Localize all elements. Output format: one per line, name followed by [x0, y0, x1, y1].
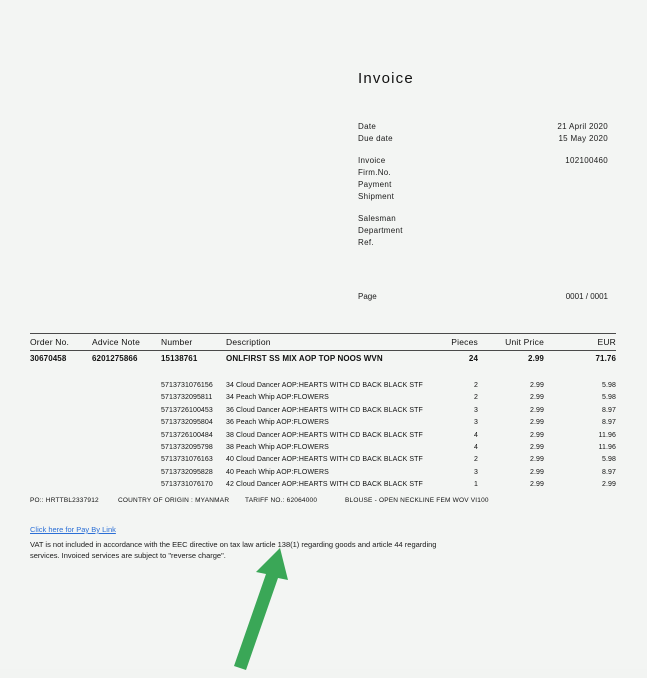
header-eur: EUR: [597, 337, 616, 347]
pay-by-link-link[interactable]: Click here for Pay By Link: [30, 525, 116, 534]
page-number-value: 0001 / 0001: [565, 292, 608, 301]
footer-tariff-no: TARIFF NO.: 62064000: [245, 496, 318, 504]
meta-row-salesman: [358, 213, 608, 225]
cell-description: 34 Cloud Dancer AOP:HEARTS WITH CD BACK BLACK STF: [226, 382, 423, 389]
cell-pieces: 4: [474, 443, 478, 451]
cell-number: 5713726100453: [161, 406, 213, 414]
cell-description: 40 Cloud Dancer AOP:HEARTS WITH CD BACK BLACK STF: [226, 456, 423, 464]
header-unit-price: Unit Price: [505, 337, 544, 347]
table-header-row: [30, 334, 616, 350]
cell-unit-price: 2.99: [529, 394, 544, 402]
cell-pieces: 3: [474, 419, 478, 427]
meta-label-due-date: Due date: [358, 134, 393, 143]
meta-label-date: Date: [358, 122, 377, 131]
cell-unit-price: 2.99: [529, 382, 544, 389]
cell-eur: 8.97: [601, 468, 616, 476]
meta-row-department: [358, 225, 608, 237]
page-number-label: Page: [358, 292, 377, 301]
meta-row-ref: [358, 237, 608, 249]
meta-row-invoice: [358, 155, 608, 167]
meta-row-due-date: [358, 133, 608, 145]
invoice-meta-block: [358, 121, 608, 249]
cell-unit-price: 2.99: [529, 468, 544, 476]
meta-spacer-2: [358, 203, 608, 213]
cell-number: 5713732095804: [161, 419, 213, 427]
cell-eur: 8.97: [601, 406, 616, 414]
cell-description: 38 Cloud Dancer AOP:HEARTS WITH CD BACK BLACK STF: [226, 431, 423, 439]
cell-description: 34 Peach Whip AOP:FLOWERS: [226, 394, 329, 402]
cell-pieces: 3: [474, 406, 478, 414]
cell-number: 5713732095811: [161, 394, 213, 402]
cell-eur: 2.99: [601, 481, 616, 489]
meta-spacer-1: [358, 145, 608, 155]
cell-pieces: 24: [468, 354, 478, 363]
table-row: [30, 430, 616, 442]
cell-description: 42 Cloud Dancer AOP:HEARTS WITH CD BACK BLACK STF: [226, 481, 423, 489]
cell-eur: 11.96: [598, 431, 616, 439]
cell-number: 5713731076156: [161, 382, 213, 389]
page-number-row: [358, 292, 608, 304]
page-title: Invoice: [358, 70, 414, 87]
footer-product-description: BLOUSE - OPEN NECKLINE FEM WOV VI100: [345, 496, 489, 504]
annotation-arrow: [160, 548, 300, 678]
meta-label-shipment: Shipment: [358, 192, 395, 201]
table-row: [30, 479, 616, 491]
footer-country-of-origin: COUNTRY OF ORIGIN : MYANMAR: [118, 496, 230, 504]
cell-unit-price: 2.99: [529, 456, 544, 464]
cell-unit-price: 2.99: [529, 419, 544, 427]
cell-unit-price: 2.99: [529, 406, 544, 414]
cell-pieces: 3: [474, 468, 478, 476]
cell-pieces: 2: [474, 456, 478, 464]
meta-label-firm-no: Firm.No.: [358, 168, 392, 177]
table-row: [30, 351, 616, 366]
cell-unit-price: 2.99: [529, 443, 544, 451]
table-row: [30, 380, 616, 392]
meta-value-due-date: 15 May 2020: [558, 134, 608, 143]
cell-number: 5713731076163: [161, 456, 213, 464]
cell-eur: 8.97: [601, 419, 616, 427]
cell-pieces: 2: [474, 382, 478, 389]
cell-description: ONLFIRST SS MIX AOP TOP NOOS WVN: [226, 354, 383, 363]
invoice-footer-text: [30, 524, 450, 562]
meta-row-shipment: [358, 191, 608, 203]
table-row: [30, 467, 616, 479]
table-row: [30, 442, 616, 454]
header-number: Number: [161, 337, 193, 347]
cell-eur: 71.76: [595, 354, 616, 363]
cell-eur: 5.98: [601, 382, 616, 389]
header-description: Description: [226, 337, 271, 347]
cell-number: 5713726100484: [161, 431, 213, 439]
cell-description: 40 Peach Whip AOP:FLOWERS: [226, 468, 329, 476]
cell-number: 5713732095798: [161, 443, 213, 451]
meta-label-payment: Payment: [358, 180, 392, 189]
meta-label-invoice: Invoice: [358, 156, 386, 165]
cell-unit-price: 2.99: [529, 481, 544, 489]
meta-row-firm-no: [358, 167, 608, 179]
vat-note: VAT is not included in accordance with the EEC directive on tax law article 138(1) regarding goods and article 44 regarding services. Invoiced services are subject to "reverse charge".: [30, 539, 437, 560]
cell-eur: 5.98: [601, 456, 616, 464]
meta-label-department: Department: [358, 226, 403, 235]
cell-pieces: 2: [474, 394, 478, 402]
header-order-no: Order No.: [30, 337, 70, 347]
meta-label-salesman: Salesman: [358, 214, 396, 223]
table-row: [30, 417, 616, 429]
meta-value-invoice: 102100460: [565, 156, 608, 165]
cell-order-no: 30670458: [30, 354, 67, 363]
footer-po: PO:: HRTTBL2337912: [30, 496, 99, 504]
cell-pieces: 1: [474, 481, 478, 489]
table-footer-note: [30, 495, 616, 507]
cell-description: 36 Peach Whip AOP:FLOWERS: [226, 419, 329, 427]
cell-number: 5713732095828: [161, 468, 213, 476]
header-pieces: Pieces: [451, 337, 478, 347]
table-row: [30, 392, 616, 404]
cell-eur: 11.96: [598, 443, 616, 451]
header-advice-note: Advice Note: [92, 337, 141, 347]
meta-value-date: 21 April 2020: [557, 122, 608, 131]
meta-label-ref: Ref.: [358, 238, 374, 247]
cell-unit-price: 2.99: [528, 354, 544, 363]
table-row: [30, 405, 616, 417]
cell-number: 5713731076170: [161, 481, 213, 489]
cell-pieces: 4: [474, 431, 478, 439]
cell-description: 38 Peach Whip AOP:FLOWERS: [226, 443, 329, 451]
line-items-table: [30, 333, 616, 507]
table-row-spacer: [30, 366, 616, 380]
cell-advice-note: 6201275866: [92, 354, 138, 363]
cell-unit-price: 2.99: [529, 431, 544, 439]
meta-row-date: [358, 121, 608, 133]
table-row: [30, 454, 616, 466]
meta-row-payment: [358, 179, 608, 191]
cell-eur: 5.98: [601, 394, 616, 402]
cell-number: 15138761: [161, 354, 198, 363]
cell-description: 36 Cloud Dancer AOP:HEARTS WITH CD BACK BLACK STF: [226, 406, 423, 414]
